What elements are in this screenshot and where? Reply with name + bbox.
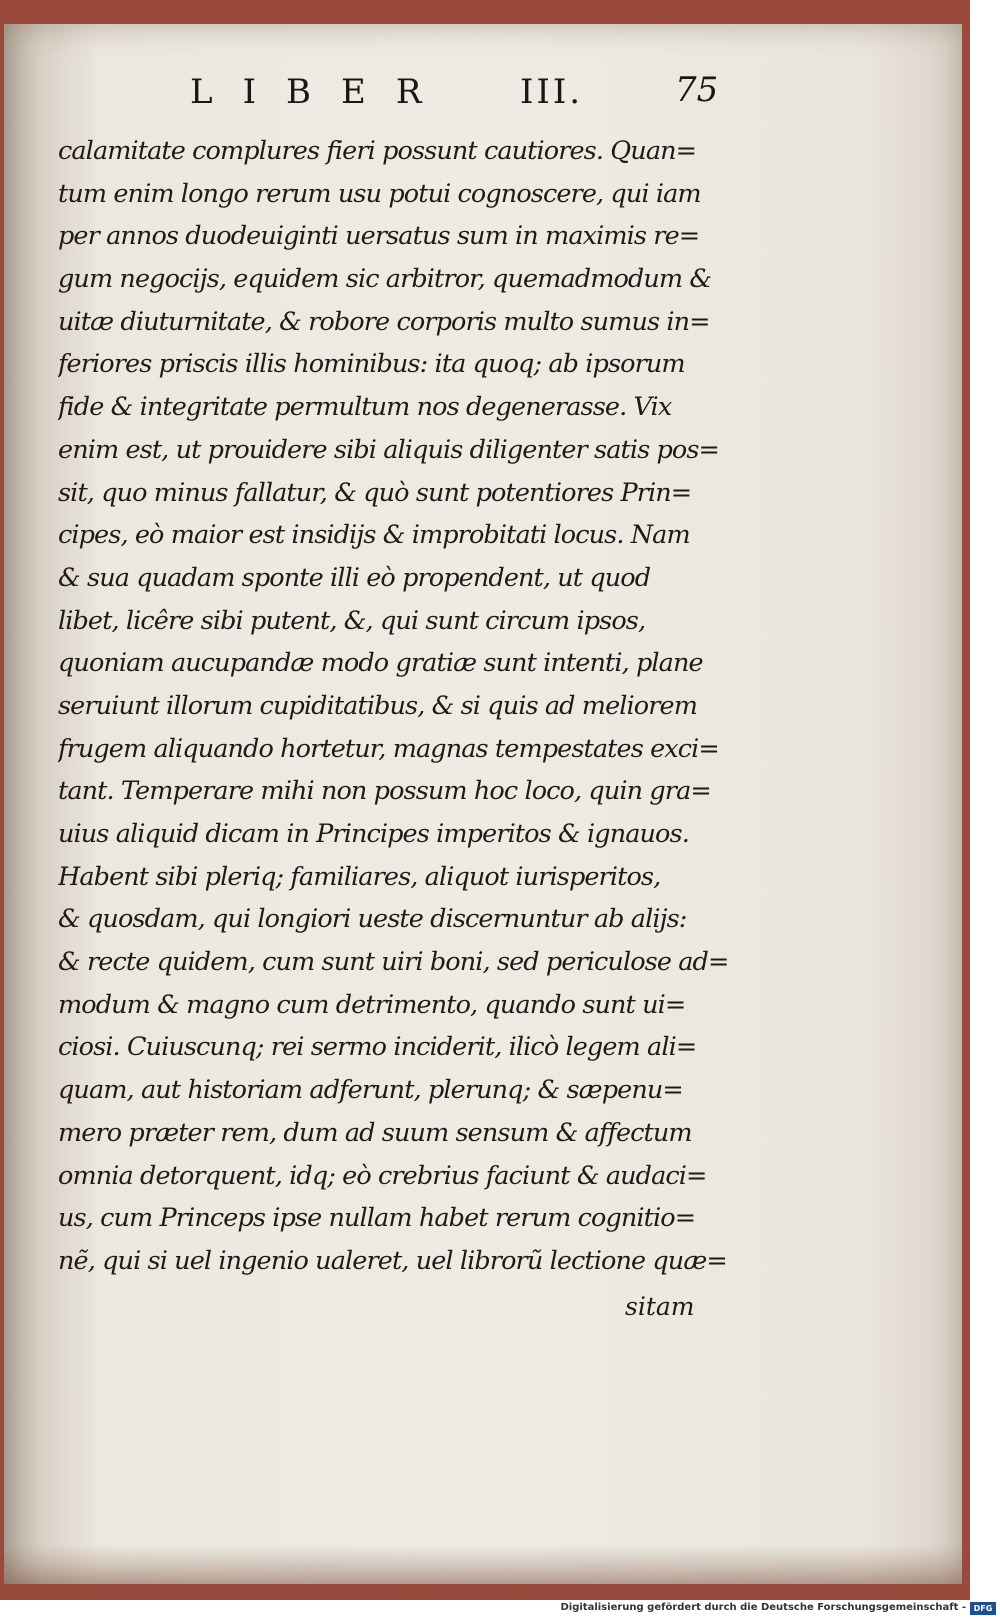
text-line: enim est, ut prouidere sibi aliquis diligenter satis pos= [58,434,720,465]
chapter-number: III. [520,72,584,112]
text-line: per annos duodeuiginti uersatus sum in maximis re= [58,221,700,252]
text-line: & quosdam, qui longiori ueste discernuntur ab alijs: [58,904,687,935]
text-line: seruiunt illorum cupiditatibus, & si quis ad meliorem [58,690,697,721]
text-line: & recte quidem, cum sunt uiri boni, sed periculose ad= [58,947,729,978]
text-line: uitæ diuturnitate, & robore corporis multo sumus in= [58,306,710,337]
text-line: & sua quadam sponte illi eò propendent, ut quod [58,562,651,593]
running-title: LIBER [190,72,452,112]
footer-bar [0,1600,1000,1619]
text-line: nẽ, qui si uel ingenio ualeret, uel librorũ lectione quæ= [58,1245,727,1276]
text-line: gum negocijs, equidem sic arbitror, quemadmodum & [58,264,712,295]
dfg-credit: Digitalisierung gefördert durch die Deutsche Forschungsgemeinschaft - [560,1602,966,1613]
body-text [58,130,738,1283]
text-line: feriores priscis illis hominibus: ita quoq; ab ipsorum [58,349,685,380]
text-line: us, cum Princeps ipse nullam habet rerum cognitio= [58,1203,696,1234]
text-line: quoniam aucupandæ modo gratiæ sunt intenti, plane [58,648,703,679]
text-line: ciosi. Cuiuscunq; rei sermo inciderit, ilicò legem ali= [58,1032,697,1063]
text-line: tum enim longo rerum usu potui cognoscere, qui iam [58,178,701,209]
text-line: quam, aut historiam adferunt, plerunq; & sæpenu= [58,1075,683,1106]
text-line: frugem aliquando hortetur, magnas tempestates exci= [58,733,719,764]
text-line: omnia detorquent, idq; eò crebrius faciunt & audaci= [58,1160,707,1191]
text-line: libet, licêre sibi putent, &, qui sunt circum ipsos, [58,605,646,636]
page-edge-shadow [4,1544,962,1584]
text-line: modum & magno cum detrimento, quando sunt ui= [58,989,686,1020]
folio-number: 75 [675,70,719,110]
text-line: Habent sibi pleriq; familiares, aliquot iurisperitos, [58,861,661,892]
text-line: mero præter rem, dum ad suum sensum & affectum [58,1117,692,1148]
text-line: uius aliquid dicam in Principes imperitos & ignauos. [58,819,689,849]
text-line: fide & integritate permultum nos degenerasse. Vix [58,392,672,423]
text-line: tant. Temperare mihi non possum hoc loco, quin gra= [58,776,711,807]
catchword: sitam [625,1292,695,1321]
text-line: cipes, eò maior est insidijs & improbitati locus. Nam [58,520,690,551]
page-header [180,66,740,112]
dfg-logo-icon: DFG [970,1602,996,1615]
text-line: calamitate complures fieri possunt cautiores. Quan= [58,136,697,166]
text-line: sit, quo minus fallatur, & quò sunt potentiores Prin= [58,477,692,508]
